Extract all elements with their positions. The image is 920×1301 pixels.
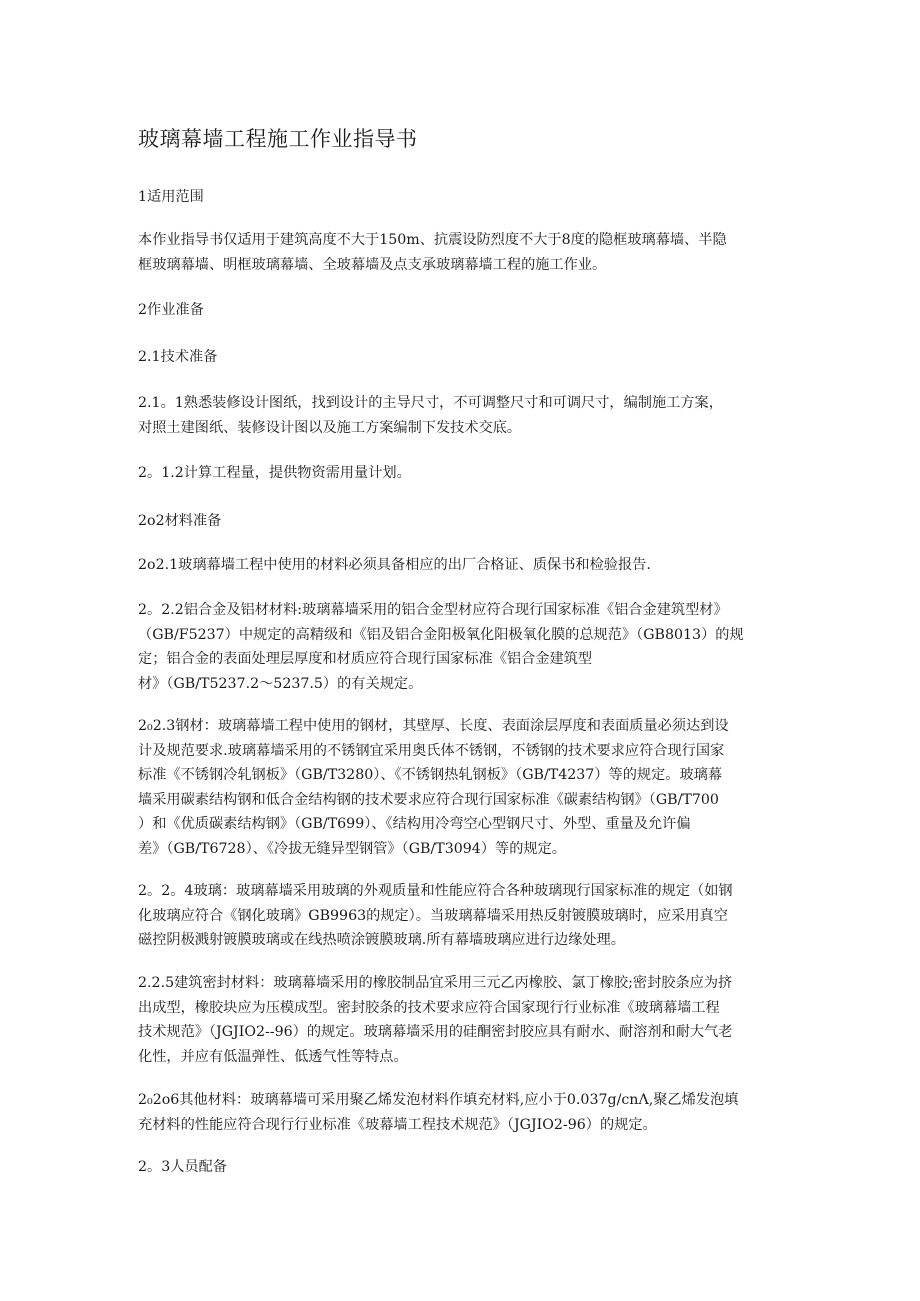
section-2-2-heading: 2o2材料准备	[138, 513, 222, 529]
section-1-paragraph	[138, 228, 783, 277]
text-line: 框玻璃幕墙、明框玻璃幕墙、全玻幕墙及点支承玻璃幕墙工程的施工作业。	[138, 256, 607, 273]
section-2-2-3-paragraph	[138, 714, 783, 861]
text-line: 材》（GB/T5237.2～5237.5）的有关规定。	[138, 675, 423, 692]
section-2-2-1-paragraph	[138, 553, 783, 578]
text-line: 2.2.5建筑密封材料：玻璃幕墙采用的橡胶制品宜采用三元乙丙橡胶、氯丁橡胶;密封胶条应为挤	[138, 975, 733, 991]
text-line: 2。1.2计算工程量，提供物资需用量计划。	[138, 465, 411, 481]
text-line: 本作业指导书仅适用于建筑高度不大于150m、抗震设防烈度不大于8度的隐框玻璃幕墙、半隐	[138, 232, 727, 248]
section-2-1-heading: 2.1技术准备	[138, 349, 218, 365]
section-2-2-4-paragraph	[138, 879, 783, 953]
text-line: 出成型，橡胶块应为压模成型。密封胶条的技术要求应符合国家现行行业标准《玻璃幕墙工程	[138, 999, 720, 1016]
text-line: 2o2.1玻璃幕墙工程中使用的材料必须具备相应的出厂合格证、质保书和检验报告.	[138, 557, 651, 573]
text-line: 差》（GB/T6728）、《冷拔无缝异型钢管》（GB/T3094）等的规定。	[138, 840, 566, 857]
section-2-1-1-paragraph	[138, 391, 783, 440]
text-line: 化性，并应有低温弹性、低透气性等特点。	[138, 1048, 408, 1065]
section-1-heading: 1适用范围	[138, 189, 204, 205]
text-line: 2.1。1熟悉装修设计图纸，找到设计的主导尺寸，不可调整尺寸和可调尺寸，编制施工方案，	[138, 395, 723, 411]
text-line: 定；铝合金的表面处理层厚度和材质应符合现行国家标准《铝合金建筑型	[138, 651, 593, 667]
text-line: 2。2。4玻璃：玻璃幕墙采用玻璃的外观质量和性能应符合各种玻璃现行国家标准的规定（如钢	[138, 883, 733, 899]
text-line: （GB/F5237）中规定的高精级和《铝及铝合金阳极氧化阳极氧化膜的总规范》（GB8013）的规	[138, 626, 744, 643]
text-line: 充材料的性能应符合现行行业标准《玻幕墙工程技术规范》（JGJIO2-96）的规定。	[138, 1116, 657, 1133]
text-line: 磁控阴极溅射镀膜玻璃或在线热喷涂镀膜玻璃.所有幕墙玻璃应进行边缘处理。	[138, 932, 625, 948]
text-line: 对照土建图纸、装修设计图以及施工方案编制下发技术交底。	[138, 419, 522, 436]
text-line: 技术规范》（JGJIO2--96）的规定。玻璃幕墙采用的硅酮密封胶应具有耐水、耐溶剂和耐大气老	[138, 1024, 733, 1040]
section-2-2-2-paragraph	[138, 598, 783, 696]
section-2-2-5-paragraph	[138, 971, 783, 1069]
text-line: ）和《优质碳素结构钢》（GB/T699）、《结构用冷弯空心型钢尺寸、外型、重量及允许偏	[138, 816, 691, 832]
section-2-1-2-paragraph	[138, 461, 783, 486]
document-title: 玻璃幕墙工程施工作业指导书	[138, 127, 418, 151]
text-line: 2。2.2铝合金及铝材材料:玻璃幕墙采用的铝合金型材应符合现行国家标准《铝合金建筑型材》	[138, 602, 728, 618]
text-line: 化玻璃应符合《钢化玻璃》GB9963的规定）。当玻璃幕墙采用热反射镀膜玻璃时，应采用真空	[138, 907, 728, 924]
text-line: 计及规范要求.玻璃幕墙采用的不锈钢宜采用奥氏体不锈钢，不锈钢的技术要求应符合现行国家	[138, 742, 725, 759]
text-line: 标准《不锈钢冷轧钢板》（GB/T3280）、《不锈钢热轧钢板》（GB/T4237）等的规定。玻璃幕	[138, 767, 723, 783]
text-line: 2₀2o6其他材料：玻璃幕墙可采用聚乙烯发泡材料作填充材料,应小于0.037g∕cnΛ,聚乙烯发泡填	[138, 1092, 739, 1108]
section-2-3-heading: 2。3人员配备	[138, 1159, 227, 1175]
text-line: 墙采用碳素结构钢和低合金结构钢的技术要求应符合现行国家标准《碳素结构钢》（GB/T700	[138, 791, 719, 808]
section-2-2-6-paragraph	[138, 1088, 783, 1137]
section-2-heading: 2作业准备	[138, 302, 204, 318]
text-line: 2₀2.3钢材：玻璃幕墙工程中使用的钢材，其壁厚、长度、表面涂层厚度和表面质量必须达到设	[138, 718, 729, 734]
